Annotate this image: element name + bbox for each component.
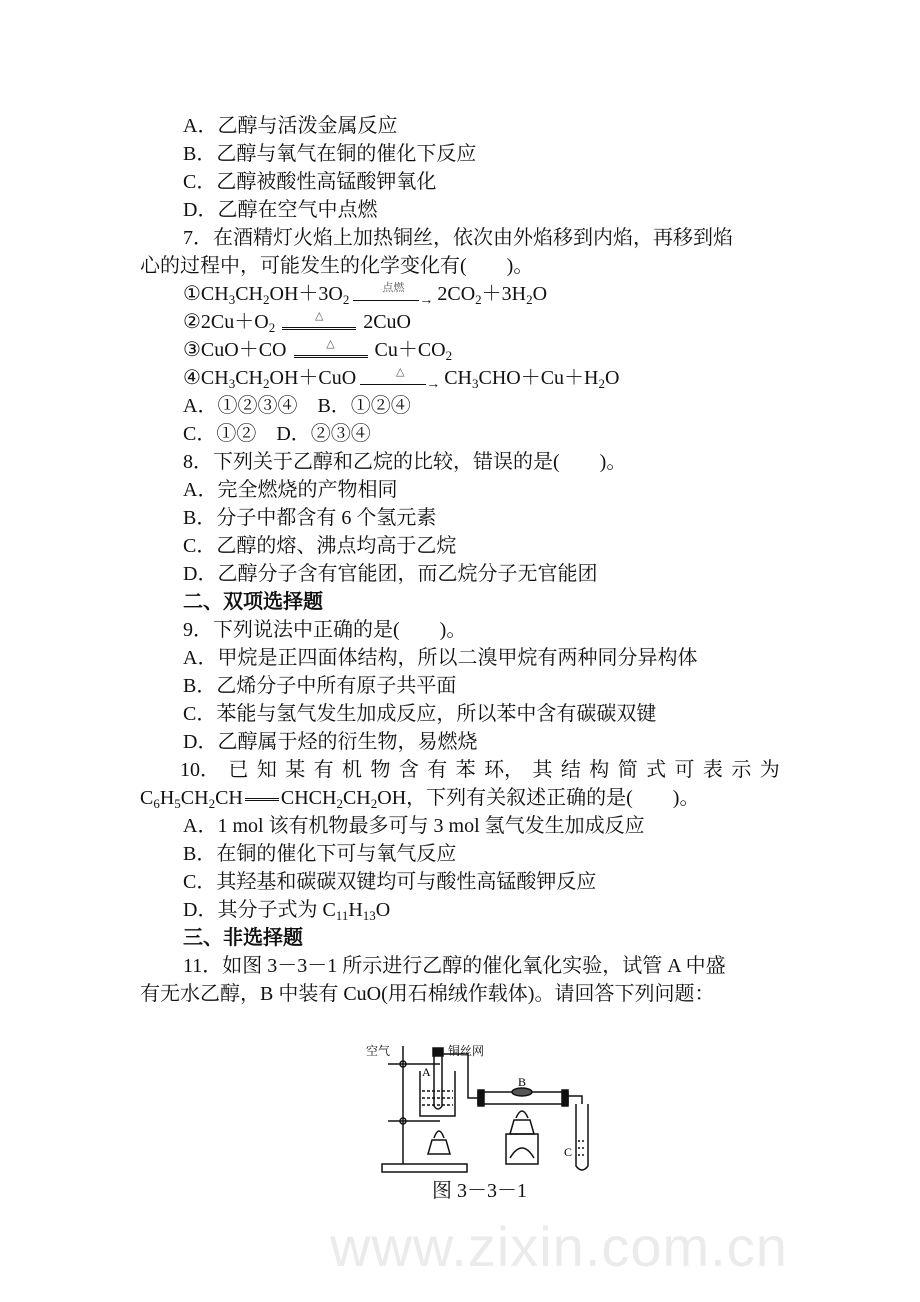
wooden-block [506,1134,538,1164]
text-line [183,364,619,392]
subscript: 13 [362,908,376,923]
text-segment: A．完全燃烧的产物相同 [183,479,398,501]
text-segment: ③CuO＋CO [183,339,287,361]
text-line [183,868,596,896]
text-segment: D．其分子式为 C [183,899,336,921]
subscript: 3 [471,376,479,391]
text-line [183,616,466,644]
text-segment: 物 [370,759,391,781]
text-line [183,280,547,308]
text-line [183,168,436,196]
text-segment: H [348,899,363,921]
text-line [183,728,477,756]
text-segment: 构 [589,759,610,781]
text-line [183,392,411,420]
text-segment: D．乙醇属于烃的衍生物，易燃烧 [183,731,478,753]
text-segment: CHO＋Cu＋H [478,367,599,389]
text-line [183,840,456,868]
text-segment: C．①② D．②③④ [183,423,371,445]
text-segment: 7．在酒精灯火焰上加热铜丝，依次由外焰移到内焰，再移到焰 [183,227,733,249]
test-tube-c [576,1104,588,1170]
text-segment: C．乙醇被酸性高锰酸钾氧化 [183,171,437,193]
text-line [183,448,626,476]
text-segment: 苯 [455,759,476,781]
text-line [183,336,452,364]
text-line [183,644,697,672]
text-segment: OH＋3O [269,283,343,305]
subscript: 2 [268,320,276,335]
text-segment: 心的过程中，可能发生的化学变化有( )。 [140,255,534,277]
label-b: B [518,1075,527,1089]
text-segment: C．苯能与氢气发生加成反应，所以苯中含有碳碳双键 [183,703,657,725]
text-segment: 三、非选择题 [183,927,303,949]
text-segment: 10． [140,759,220,781]
label-a: A [422,1065,431,1079]
reaction-equals-sign [291,339,371,363]
reaction-condition: △ [395,366,405,379]
text-segment: ①CH [183,283,229,305]
subscript: 3 [228,292,236,307]
subscript: 11 [335,908,349,923]
text-segment: ＋3H [481,283,527,305]
double-bond [245,798,279,801]
text-line [183,532,456,560]
text-segment: O [605,367,620,389]
text-line [140,980,714,1008]
text-segment: CH [235,283,264,305]
text-segment: 11．如图 3－3－1 所示进行乙醇的催化氧化实验，试管 A 中盛 [183,955,726,977]
text-segment: C [140,787,154,809]
text-line [183,896,390,924]
text-segment: C．乙醇的熔、沸点均高于乙烷 [183,535,457,557]
subscript: 2 [526,292,533,307]
stand-base [382,1164,467,1172]
label-c: C [564,1145,573,1159]
text-line [140,784,699,812]
text-segment: B．乙烯分子中所有原子共平面 [183,675,457,697]
experiment-apparatus-figure [360,1046,600,1176]
text-segment: CHCH [280,787,337,809]
text-segment: C．其羟基和碳碳双键均可与酸性高锰酸钾反应 [183,871,597,893]
text-line [183,196,377,224]
subscript: 3 [228,376,236,391]
subscript: 2 [208,796,216,811]
text-segment: 有 [427,759,448,781]
text-segment: 机 [342,759,363,781]
text-segment: CH [444,367,472,389]
label-copper-mesh: 铜丝网 [448,1044,485,1058]
text-segment: 可 [674,759,695,781]
text-line [183,924,303,952]
reaction-condition: △ [314,310,324,323]
text-segment: A．乙醇与活泼金属反应 [183,115,398,137]
text-segment: 为 [759,759,780,781]
text-segment: CH [235,367,264,389]
text-segment: 式 [646,759,667,781]
alcohol-lamp-1 [428,1140,450,1154]
text-segment: 已 [228,759,249,781]
text-line [183,112,397,140]
text-line [183,700,656,728]
text-line [183,672,456,700]
subscript: 2 [370,796,378,811]
subscript: 2 [598,376,605,391]
text-segment: Cu＋CO [374,339,446,361]
text-segment: CH [215,787,243,809]
subscript: 5 [174,796,181,811]
subscript: 6 [153,796,160,811]
text-segment: A．甲烷是正四面体结构，所以二溴甲烷有两种同分异构体 [183,647,698,669]
text-segment: B．在铜的催化下可与氧气反应 [183,843,457,865]
subscript: 2 [445,348,453,363]
text-line [183,140,476,168]
text-segment: 2CO [437,283,476,305]
text-line [140,252,533,280]
text-segment: 有无水乙醇，B 中装有 CuO(用石棉绒作载体)。请回答下列问题： [140,983,715,1005]
text-line [140,756,780,784]
text-segment: OH，下列有关叙述正确的是( )。 [377,787,700,809]
text-segment: O [375,899,391,921]
text-line [183,952,726,980]
subscript: 2 [263,292,270,307]
text-line [183,308,411,336]
reaction-equals-sign [279,311,359,335]
text-segment: 示 [731,759,752,781]
text-segment: B．分子中都含有 6 个氢元素 [183,507,437,529]
text-line [183,476,397,504]
text-segment: A．①②③④ B．①②④ [183,395,411,417]
text-segment: 含 [398,759,419,781]
text-segment: 2CuO [363,311,412,333]
subscript: 2 [336,796,343,811]
text-segment: D．乙醇在空气中点燃 [183,199,378,221]
reaction-condition: △ [326,338,335,351]
text-segment: 表 [702,759,723,781]
alcohol-lamp-2 [510,1120,534,1134]
text-segment: 8．下列关于乙醇和乙烷的比较，错误的是( )。 [183,451,627,473]
reaction-arrow: △ → [360,367,440,391]
text-segment: 简 [617,759,638,781]
subscript: 2 [342,292,350,307]
text-segment: OH＋CuO [269,367,357,389]
text-segment: 9．下列说法中正确的是( )。 [183,619,467,641]
text-segment: H [159,787,175,809]
text-line [183,420,371,448]
text-line [183,224,733,252]
text-segment: 结 [560,759,581,781]
subscript: 2 [263,376,270,391]
text-segment: 其 [532,759,553,781]
text-segment: 二、双项选择题 [183,591,323,613]
figure-caption: 图 3－3－1 [432,1180,527,1202]
watermark: www.zixin.com.cn [330,1215,788,1278]
test-tube-a [434,1054,442,1109]
text-segment: B．乙醇与氧气在铜的催化下反应 [183,143,477,165]
text-segment: A．1 mol 该有机物最多可与 3 mol 氢气发生加成反应 [183,815,645,837]
text-segment: 环， [484,759,525,781]
text-segment: CH [180,787,209,809]
subscript: 2 [475,292,482,307]
text-segment: 知 [256,759,277,781]
text-line [183,560,597,588]
text-segment: CH [342,787,371,809]
text-segment: D．乙醇分子含有官能团，而乙烷分子无官能团 [183,563,598,585]
text-line [183,504,436,532]
label-air: 空气 [366,1044,391,1058]
text-segment: 某 [285,759,306,781]
text-segment: ②2Cu＋O [183,311,269,333]
text-segment: ④CH [183,367,229,389]
text-line [183,812,645,840]
reaction-arrow: 点燃 → [353,283,433,307]
text-line [183,588,323,616]
text-segment: O [532,283,548,305]
reaction-condition: 点燃 [382,282,405,295]
text-segment: 有 [313,759,334,781]
